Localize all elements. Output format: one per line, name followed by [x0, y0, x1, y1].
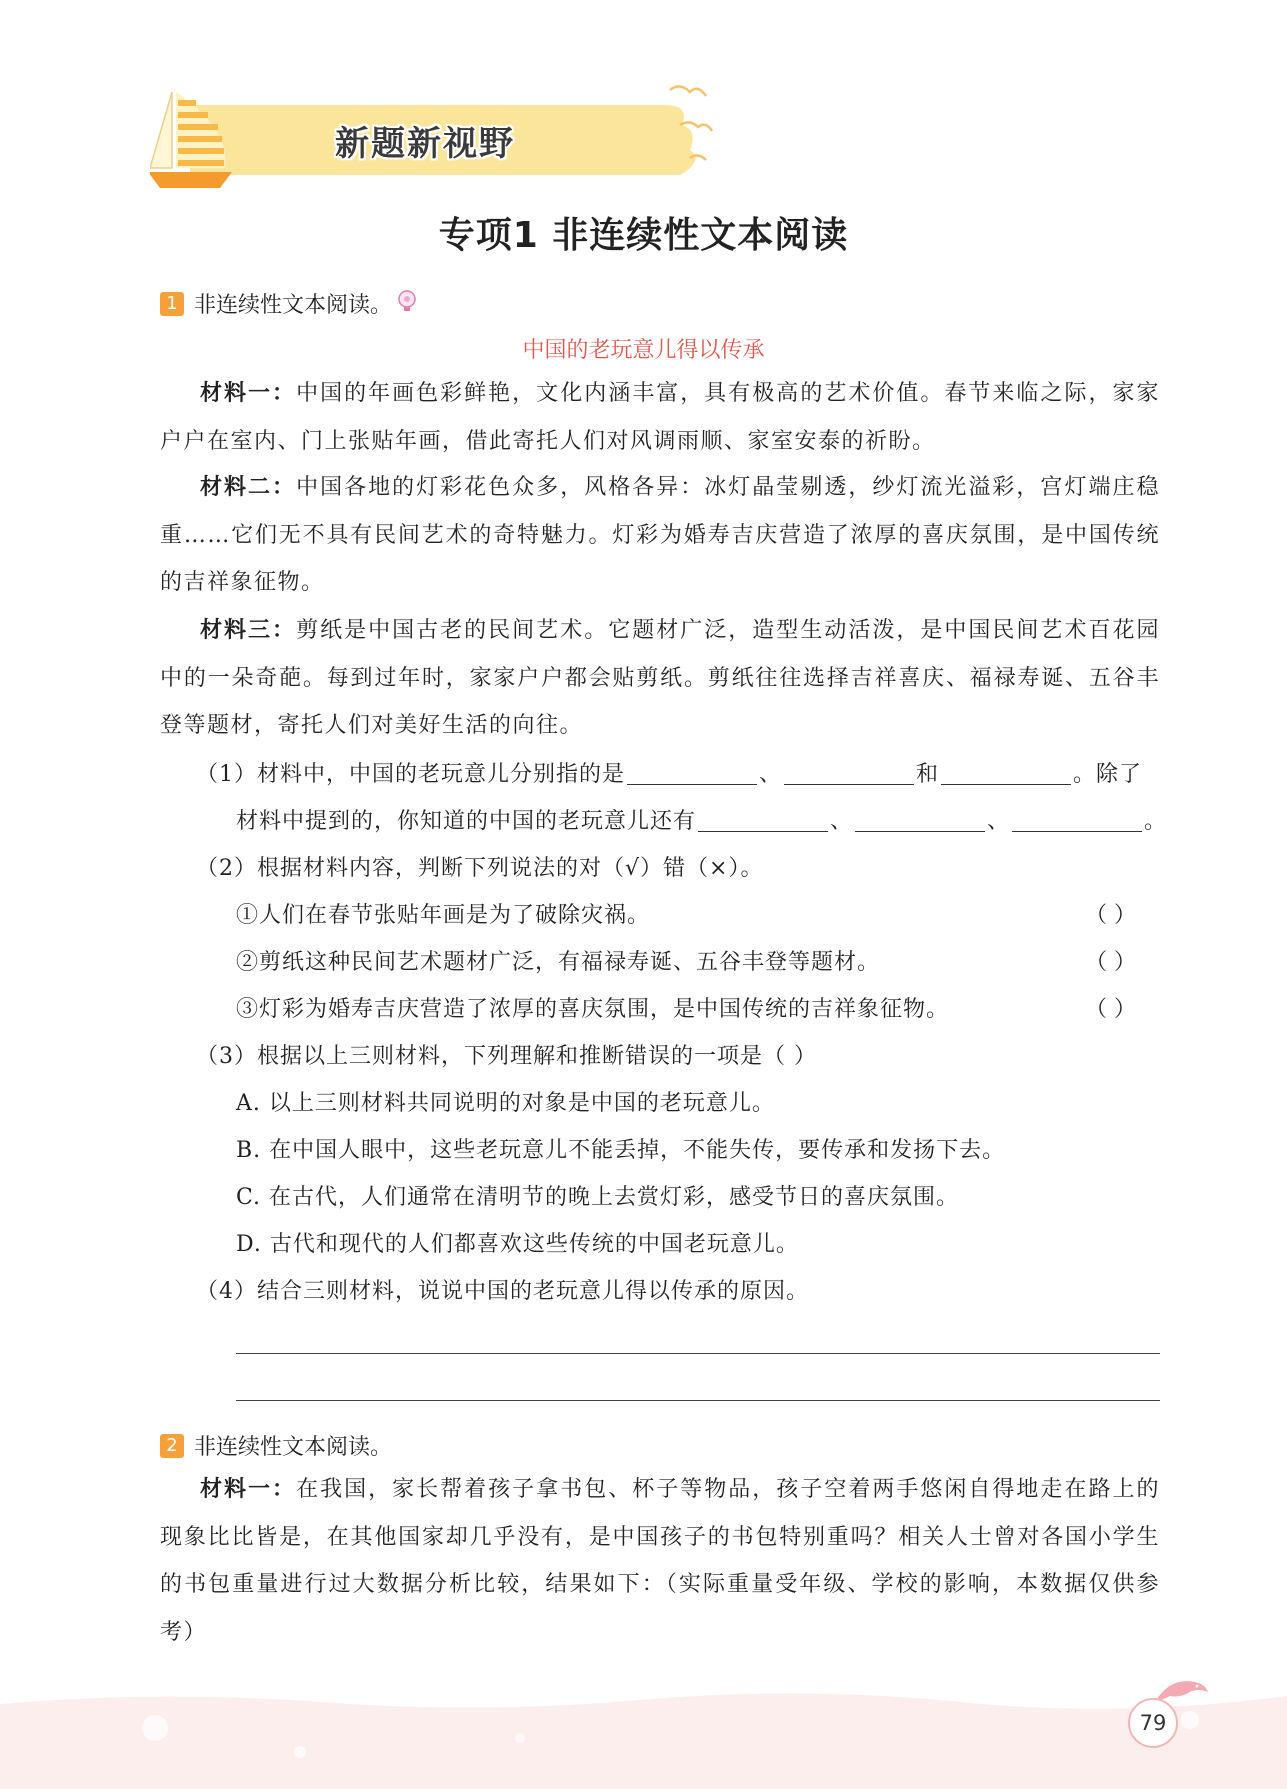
option-c: C. 在古代，人们通常在清明节的晚上去赏灯彩，感受节日的喜庆氛围。: [236, 1185, 960, 1210]
section-banner: [150, 80, 720, 190]
q2-material-1: 材料一：在我国，家长帮着孩子拿书包、杯子等物品，孩子空着两手悠闲自得地走在路上的现象比比皆是，在其他国家却几乎没有，是中国孩子的书包特别重吗？相关人士曾对各国小学生的书包重量进行过大数据分析比较，结果如下：（实际重量受年级、学校的影响，本数据仅供参考）: [160, 1477, 1160, 1645]
option-a: A. 以上三则材料共同说明的对象是中国的老玩意儿。: [236, 1091, 775, 1116]
page-title: 专项1 非连续性文本阅读: [438, 215, 849, 256]
judge-item: ②剪纸这种民间艺术题材广泛，有福禄寿诞、五谷丰登等题材。: [236, 950, 881, 975]
answer-line[interactable]: [236, 1353, 1160, 1354]
answer-paren[interactable]: （ ）: [1085, 903, 1136, 928]
answer-blank[interactable]: [627, 761, 757, 785]
question-number-badge: 1: [160, 292, 184, 316]
option-d: D. 古代和现代的人们都喜欢这些传统的中国老玩意儿。: [236, 1232, 799, 1257]
question-1-header: [160, 288, 418, 319]
answer-paren[interactable]: （ ）: [1085, 997, 1136, 1022]
subquestion-4: （4）结合三则材料，说说中国的老玩意儿得以传承的原因。: [196, 1279, 809, 1304]
option-b: B. 在中国人眼中，这些老玩意儿不能丢掉，不能失传，要传承和发扬下去。: [236, 1138, 1006, 1163]
question-2-header: [160, 1430, 392, 1461]
footer-wave: [0, 1690, 1287, 1789]
subquestion-1: （1）材料中，中国的老玩意儿分别指的是 、 和 。除了: [196, 762, 1143, 787]
material-3: 材料三：剪纸是中国古老的民间艺术。它题材广泛，造型生动活泼，是中国民间艺术百花园中的一朵奇葩。每到过年时，家家户户都会贴剪纸。剪纸往往选择吉祥喜庆、福禄寿诞、五谷丰登等题材，寄托人们对美好生活的向往。: [160, 618, 1160, 738]
material-2: 材料二：中国各地的灯彩花色众多，风格各异：冰灯晶莹剔透，纱灯流光溢彩，宫灯端庄稳重……它们无不具有民间艺术的奇特魅力。灯彩为婚寿吉庆营造了浓厚的喜庆氛围，是中国传统的吉祥象征物。: [160, 475, 1160, 595]
answer-blank[interactable]: [784, 761, 914, 785]
question-label: 非连续性文本阅读。: [194, 293, 393, 318]
subquestion-1-cont: 材料中提到的，你知道的中国的老玩意儿还有 、 、 。: [236, 809, 1168, 834]
answer-paren[interactable]: （ ）: [1085, 950, 1136, 975]
answer-blank[interactable]: [1012, 808, 1142, 832]
question-number-badge: 2: [160, 1434, 184, 1458]
answer-blank[interactable]: [698, 808, 828, 832]
judge-item: ③灯彩为婚寿吉庆营造了浓厚的喜庆氛围，是中国传统的吉祥象征物。: [236, 997, 950, 1022]
subquestion-3: （3）根据以上三则材料，下列理解和推断错误的一项是（ ）: [196, 1044, 817, 1069]
answer-blank[interactable]: [941, 761, 1071, 785]
material-1: 材料一：中国的年画色彩鲜艳，文化内涵丰富，具有极高的艺术价值。春节来临之际，家家户户在室内、门上张贴年画，借此寄托人们对风调雨顺、家室安泰的祈盼。: [160, 381, 1160, 454]
banner-title: 新题新视野: [335, 124, 515, 164]
lightbulb-icon: [396, 289, 418, 319]
subquestion-2: （2）根据材料内容，判断下列说法的对（√）错（×）。: [196, 856, 764, 881]
page-number: 79: [1128, 1698, 1178, 1748]
passage-title: 中国的老玩意儿得以传承: [522, 338, 765, 363]
answer-blank[interactable]: [855, 808, 985, 832]
question-label: 非连续性文本阅读。: [194, 1435, 393, 1460]
judge-item: ①人们在春节张贴年画是为了破除灾祸。: [236, 903, 651, 928]
answer-line[interactable]: [236, 1400, 1160, 1401]
